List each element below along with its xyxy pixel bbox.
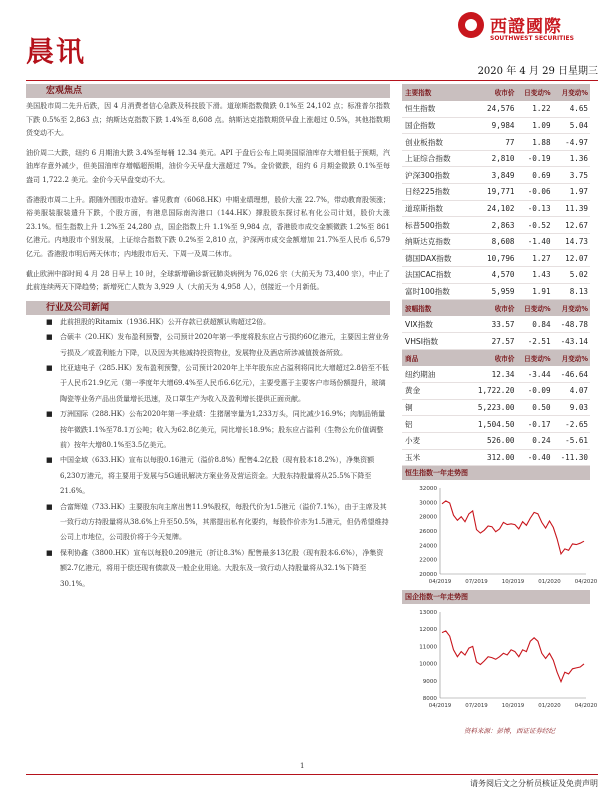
volatility-header-cell: 月变动% [553,300,590,317]
indices-row [402,150,590,167]
news-item [26,500,390,546]
bullet-icon: ■ [46,410,53,419]
value-cell: 77 [467,134,516,151]
value-cell: -3.44 [516,366,552,383]
page-title: 晨讯 [26,35,87,68]
value-cell: 5,959 [467,283,516,300]
value-cell: 19,771 [467,184,516,201]
commodities-header-cell: 收市价 [467,350,516,367]
value-cell: 14.73 [553,233,590,250]
indices-row [402,167,590,184]
x-tick-label: 04/2019 [428,579,452,586]
instrument-name: VIX指数 [402,316,467,333]
indices-row [402,134,590,151]
market-table [402,84,590,466]
value-cell: 1.97 [553,184,590,201]
indices-row [402,184,590,201]
industry-heading: 行业及公司新闻 [26,301,390,315]
value-cell: 0.84 [516,316,552,333]
value-cell: -48.78 [553,316,590,333]
value-cell: 1.43 [516,267,552,284]
instrument-name: 道琼斯指数 [402,200,467,217]
y-tick-label: 11000 [419,644,437,651]
value-cell: -0.06 [516,184,552,201]
commodities-header-cell: 商品 [402,350,467,367]
value-cell: 1.22 [516,101,552,118]
news-text: 中国金域（633.HK）宣布以每股0.16港元（溢价8.8%）配售4.2亿股（现有股本18.2%），净集资额6,230万港元，将主要用于发展与5G通讯解决方案业务及营运资金。大股东持股量将从25.5%下降至21.6%。 [60,456,375,496]
data-source-note: 资料来源：彭博，西证证券经纪 [464,727,555,736]
instrument-name: 德国DAX指数 [402,250,467,267]
header-divider [26,80,598,81]
value-cell: -0.13 [516,200,552,217]
hscei-chart [402,604,598,714]
volatility-header-cell: 波幅指数 [402,300,467,317]
macro-paragraph: 美国股市周二先升后跌，因 4 月消费者信心急跌及科技股下滑。道琼斯指数微跌 0.1%至 24,102 点；标准普尔指数下跌 0.5%至 2,863 点；纳斯达克指数下跌 1.4%至 8,608 点。纳斯达克指数期货早盘上涨超过 0.5%，其他指数期货变动不大。 [26,102,390,138]
value-cell: 5.04 [553,117,590,134]
indices-row [402,267,590,284]
y-tick-label: 13000 [419,610,437,617]
value-cell: -0.19 [516,150,552,167]
x-tick-label: 04/2020 [574,579,598,586]
commodities-row [402,366,590,383]
macro-paragraph: 香港股市周二上升。跟随外围股市造好。睿见教育（6068.HK）中期业绩理想，股价大涨 22.7%，带动教育股领涨；裕美服装服装遣升下跌，个股方面，有港息国际南沟港口（144.HK）撑股股东探讨私有化公司计划，股价大涨 23.1%。恒生指数上升 1.2%至 24,280 点，国企指数上升 1.1%至 9,984 点，香港股市成交金额微跌 1.2%至 861 亿港元。内地股市个别发展，上证综合指数下跌 0.2%至 2,810 点，沪深两市成交金额增加 21.7%至人民币 6,579 亿元。香港股市明后两天休市；内地股市后天、下周一及周二休市。 [26,195,390,258]
y-tick-label: 22000 [419,557,437,564]
value-cell: -1.40 [516,233,552,250]
news-text: 此前担股的Ritamix（1936.HK）公开存款已获超额认购超过2倍。 [60,317,271,326]
commodities-row [402,432,590,449]
value-cell: 8,608 [467,233,516,250]
hsi-chart-title: 恒生指数一年走势图 [402,466,590,480]
indices-row [402,283,590,300]
value-cell: 1.09 [516,117,552,134]
value-cell: 27.57 [467,333,516,350]
instrument-name: 富时100指数 [402,283,467,300]
y-tick-label: 8000 [422,696,437,703]
instrument-name: 沪深300指数 [402,167,467,184]
value-cell: 4,570 [467,267,516,284]
instrument-name: VHSI指数 [402,333,467,350]
right-column [402,84,598,736]
volatility-row [402,333,590,350]
instrument-name: 铝 [402,416,467,433]
value-cell: -46.64 [553,366,590,383]
hscei-chart-title: 国企指数一年走势图 [402,590,590,604]
y-tick-label: 9000 [422,678,437,685]
instrument-name: 日经225指数 [402,184,467,201]
value-cell: -0.52 [516,217,552,234]
news-text: 合硕丰（20.HK）发布盈利预警，公司预计2020年第一季度将股东应占亏损约60亿港元，主要因主营业务亏损及／或盈利能力下降，以及因为其他减持投资物业，发展物业及酒店所涉减值拨备所致。 [60,333,390,357]
value-cell: 1,504.50 [467,416,516,433]
series-line [442,501,584,554]
indices-row [402,117,590,134]
news-text: 万洲国际（288.HK）公布2020年第一季业绩：生猪屠宰量为1,233万头，同比减少16.9%；肉制品销量按年微跌1.1%至78.1万公吨；收入为62.8亿美元，同比增长18.9%；股东应占溢利（生物公允价值调整前）按年大增80.1%至3.5亿美元。 [60,410,386,449]
value-cell: -43.14 [553,333,590,350]
macro-paragraph: 截止欧洲中部时间 4 月 28 日早上 10 时，全球新增确诊新冠肺炎病例为 76,026 宗（大前天为 73,400 宗），中止了此前连续两天下降趋势；新增死亡人数为 3,929 人（大前天为 4,958 人），创接近一个月新低。 [26,269,390,292]
value-cell: 8.13 [553,283,590,300]
value-cell: -0.17 [516,416,552,433]
value-cell: 12.07 [553,250,590,267]
value-cell: 3.75 [553,167,590,184]
value-cell: -0.40 [516,449,552,466]
y-tick-label: 12000 [419,627,437,634]
volatility-row [402,316,590,333]
indices-row [402,200,590,217]
macro-paragraph: 油价周二大跌，纽约 6 月期油大跌 3.4%至每桶 12.34 美元。API 于盘后公布上周美国原油库存大增但低于预期，汽油库存意外减少，但美国油库存增幅超预期，油价今天早盘大涨超过 7%。金价微跌，纽约 6 月期金微跌 0.1%至每盎司 1,722.2 美元。金价今天早盘变动不大。 [26,148,390,184]
instrument-name: 标普500指数 [402,217,467,234]
industry-news-list [26,315,390,592]
value-cell: 33.57 [467,316,516,333]
x-tick-label: 10/2019 [501,703,525,710]
commodities-row [402,416,590,433]
indices-row [402,233,590,250]
commodities-row [402,383,590,400]
x-tick-label: 01/2020 [538,579,561,586]
hscei-line-chart [402,604,598,714]
news-item [26,453,390,499]
value-cell: 4.65 [553,101,590,118]
indices-header-cell: 主要指数 [402,84,467,101]
indices-header-cell: 日变动% [516,84,552,101]
news-item [26,546,390,592]
x-tick-label: 10/2019 [501,579,525,586]
value-cell: 4.07 [553,383,590,400]
value-cell: 1.36 [553,150,590,167]
instrument-name: 恒生指数 [402,101,467,118]
bullet-icon: ■ [46,502,53,511]
commodities-header-cell: 日变动% [516,350,552,367]
hsi-chart [402,480,598,590]
instrument-name: 上证综合指数 [402,150,467,167]
x-tick-label: 04/2020 [574,703,598,710]
value-cell: 3,849 [467,167,516,184]
footer-divider [26,774,598,775]
logo-english-name: SOUTHWEST SECURITIES [490,35,574,42]
news-item [26,330,390,361]
indices-header-row [402,84,590,101]
x-tick-label: 07/2019 [465,703,488,710]
value-cell: 0.69 [516,167,552,184]
value-cell: 0.24 [516,432,552,449]
news-item [26,315,390,330]
value-cell: 2,863 [467,217,516,234]
commodities-row [402,399,590,416]
value-cell: 1.91 [516,283,552,300]
value-cell: -5.61 [553,432,590,449]
y-tick-label: 10000 [419,661,437,668]
news-item [26,407,390,453]
report-date: 2020 年 4 月 29 日星期三 [477,66,598,77]
news-text: 保利协鑫（3800.HK）宣布以每股0.209港元（折让8.3%）配售最多13亿股（现有股本6.6%），净集资额2.7亿港元，将用于偿还现有债款及一般企业用途。大股东及一致行动人持股量将从32.1%下降至30.1%。 [60,548,384,588]
commodities-header-row [402,350,590,367]
instrument-name: 玉米 [402,449,467,466]
y-tick-label: 26000 [419,529,437,536]
volatility-header-row [402,300,590,317]
y-tick-label: 32000 [419,486,437,493]
volatility-header-cell: 收市价 [467,300,516,317]
instrument-name: 国企指数 [402,117,467,134]
left-column [26,84,390,592]
instrument-name: 纽约期油 [402,366,467,383]
page-number: 1 [300,762,305,770]
value-cell: 12.34 [467,366,516,383]
instrument-name: 小麦 [402,432,467,449]
value-cell: 5.02 [553,267,590,284]
value-cell: 0.50 [516,399,552,416]
value-cell: 1.27 [516,250,552,267]
hsi-line-chart [402,480,598,590]
logo-chinese-name: 西證國際 [490,17,562,37]
instrument-name: 法国CAC指数 [402,267,467,284]
instrument-name: 纳斯达克指数 [402,233,467,250]
value-cell: 2,810 [467,150,516,167]
value-cell: -4.97 [553,134,590,151]
indices-row [402,217,590,234]
news-text: 合富辉煌（733.HK）主要股东向主席出售11.9%股权，每股代价为1.5港元（溢价7.1%），由于主席及其一致行动方持股量将从38.6%上升至50.5%，其需提出私有化要约，每股作价亦为1.5港元，但仍希望维持公司上市地位，公司股价将于今天复牌。 [60,502,389,542]
company-logo [458,12,598,48]
x-tick-label: 07/2019 [465,579,488,586]
commodities-header-cell: 月变动% [553,350,590,367]
macro-heading: 宏观焦点 [26,84,390,98]
bullet-icon: ■ [46,363,53,372]
indices-header-cell: 收市价 [467,84,516,101]
value-cell: 9,984 [467,117,516,134]
news-text: 比亚迪电子（285.HK）发布盈利预警，公司预计2020年上半年股东应占溢利将同比大增超过2.8倍至不低于人民币21.9亿元（第一季度年大增69.4%至人民币6.6亿元），主要受惠于主要客户市场份额提升，玻璃陶瓷等业务产品出货量增长迅速，及口罩生产为收入及盈利增长提供正面贡献。 [60,363,389,403]
value-cell: -2.65 [553,416,590,433]
bullet-icon: ■ [46,317,53,326]
value-cell: 1.88 [516,134,552,151]
y-tick-label: 28000 [419,514,437,521]
commodities-row [402,449,590,466]
y-tick-label: 24000 [419,543,437,550]
series-line [442,631,584,682]
value-cell: 526.00 [467,432,516,449]
bullet-icon: ■ [46,333,53,342]
bullet-icon: ■ [46,548,53,557]
bullet-icon: ■ [46,456,53,465]
indices-header-cell: 月变动% [553,84,590,101]
value-cell: 5,223.00 [467,399,516,416]
y-tick-label: 30000 [419,500,437,507]
indices-row [402,101,590,118]
x-tick-label: 01/2020 [538,703,561,710]
value-cell: 312.00 [467,449,516,466]
news-item [26,361,390,407]
indices-row [402,250,590,267]
disclaimer-note: 请务阅后文之分析员核证及免责声明 [470,779,598,788]
value-cell: 1,722.20 [467,383,516,400]
value-cell: -11.30 [553,449,590,466]
value-cell: -2.51 [516,333,552,350]
value-cell: 24,576 [467,101,516,118]
instrument-name: 铜 [402,399,467,416]
value-cell: -0.09 [516,383,552,400]
value-cell: 24,102 [467,200,516,217]
x-tick-label: 04/2019 [428,703,452,710]
instrument-name: 黄金 [402,383,467,400]
value-cell: 12.67 [553,217,590,234]
instrument-name: 创业板指数 [402,134,467,151]
value-cell: 11.39 [553,200,590,217]
value-cell: 10,796 [467,250,516,267]
volatility-header-cell: 日变动% [516,300,552,317]
value-cell: 9.03 [553,399,590,416]
logo-mark-icon [458,12,484,38]
y-tick-label: 20000 [419,572,437,579]
